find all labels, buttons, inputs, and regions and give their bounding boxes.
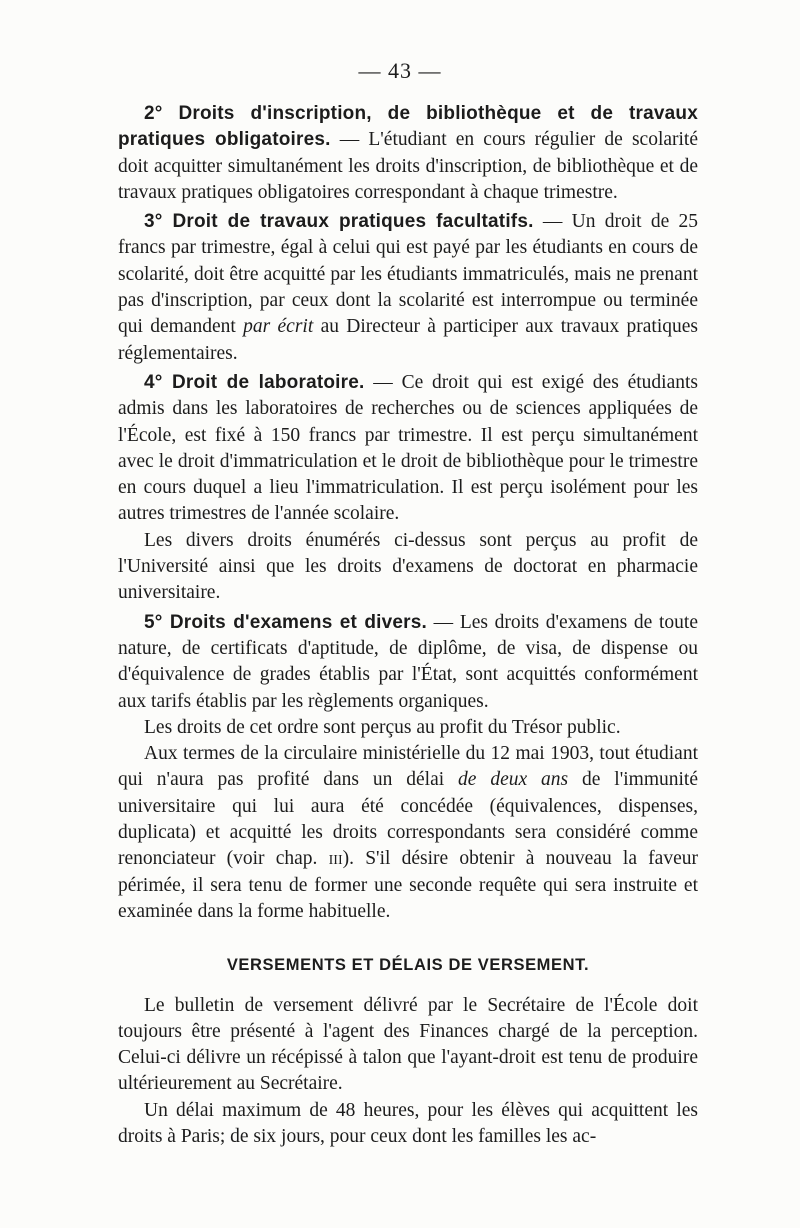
- section-5-title: 5° Droits d'examens et divers.: [144, 611, 427, 633]
- versements-heading: VERSEMENTS ET DÉLAIS DE VERSEMENT.: [226, 956, 590, 975]
- section-3-text-b: au Directeur à participer aux travaux pratiques réglementaires.: [118, 316, 698, 364]
- versements-paragraph-2: Un délai maximum de 48 heures, pour les élèves qui acquittent les droits à Paris; de six jours, pour ceux dont les familles les ac-: [118, 1099, 698, 1147]
- section-3-title: 3° Droit de travaux pratiques facultatifs.: [144, 211, 534, 233]
- section-4-paragraph: [118, 370, 698, 528]
- body-text: [118, 98, 698, 1150]
- section-5-text: — Les droits d'examens de toute nature, de certificats d'aptitude, de diplôme, de visa, de dispense ou d'équivalence de grades établis par l'État, sont acquittés conformément aux tarifs établis par les règlements organiques.: [118, 611, 699, 712]
- section-5-p3-emphasis: de deux ans: [458, 769, 569, 791]
- section-5-paragraph: [118, 610, 698, 715]
- section-2-text: — L'étudiant en cours régulier de scolarité doit acquitter simultanément les droits d'inscription, de bibliothèque et de travaux pratiques obligatoires correspondant à chaque trimestre.: [118, 129, 699, 203]
- section-3-emphasis: par écrit: [243, 316, 314, 338]
- section-5-paragraph-2: Les droits de cet ordre sont perçus au profit du Trésor public.: [144, 716, 621, 738]
- section-2-title: 2° Droits d'inscription, de bibliothèque et de travaux pratiques obligatoires.: [118, 103, 698, 151]
- section-4-title: 4° Droit de laboratoire.: [144, 371, 365, 393]
- versements-paragraph-1: Le bulletin de versement délivré par le Secrétaire de l'École doit toujours être présenté à l'agent des Finances chargé de la perception. Celui-ci délivre un récépissé à talon que l'ayant-droit est tenu de produire ultérieurement au Secrétaire.: [118, 994, 698, 1095]
- section-5-p3-chapter: iii: [328, 848, 343, 870]
- section-3-text-a: — Un droit de 25 francs par trimestre, égal à celui qui est payé par les étudiants en cours de scolarité, doit être acquitté par les étudiants immatriculés, mais ne prenant pas d'inscription, par ceux dont la scolarité est interrompue ou terminée qui demandent: [118, 211, 698, 338]
- section-5-p3-b: de l'immunité universitaire qui lui aura été concédée (équivalences, dispenses, duplicata) et acquitté les droits correspondants sera considéré comme renonciateur (voir chap.: [118, 769, 698, 870]
- section-2-paragraph: [118, 101, 698, 206]
- section-3-paragraph: [118, 209, 698, 367]
- section-5-paragraph-3: [118, 741, 698, 925]
- section-4-text: — Ce droit qui est exigé des étudiants admis dans les laboratoires de recherches ou de sciences appliquées de l'École, est fixé à 150 francs par trimestre. Il est perçu simultanément avec le droit d'immatriculation et le droit de bibliothèque pour le trimestre en cours duquel a lieu l'immatriculation. Il est perçu isolément pour les autres trimestres de l'année scolaire.: [118, 371, 698, 525]
- section-5-p3-a: Aux termes de la circulaire ministérielle du 12 mai 1903, tout étudiant qui n'aura pas profité dans un délai: [118, 743, 698, 791]
- page-number: — 43 —: [358, 58, 442, 83]
- section-4-paragraph-2: Les divers droits énumérés ci-dessus sont perçus au profit de l'Université ainsi que les droits d'examens de doctorat en pharmacie universitaire.: [118, 529, 698, 604]
- section-5-p3-c: ). S'il désire obtenir à nouveau la faveur périmée, il sera tenu de former une seconde requête qui sera instruite et examinée dans la forme habituelle.: [118, 848, 698, 922]
